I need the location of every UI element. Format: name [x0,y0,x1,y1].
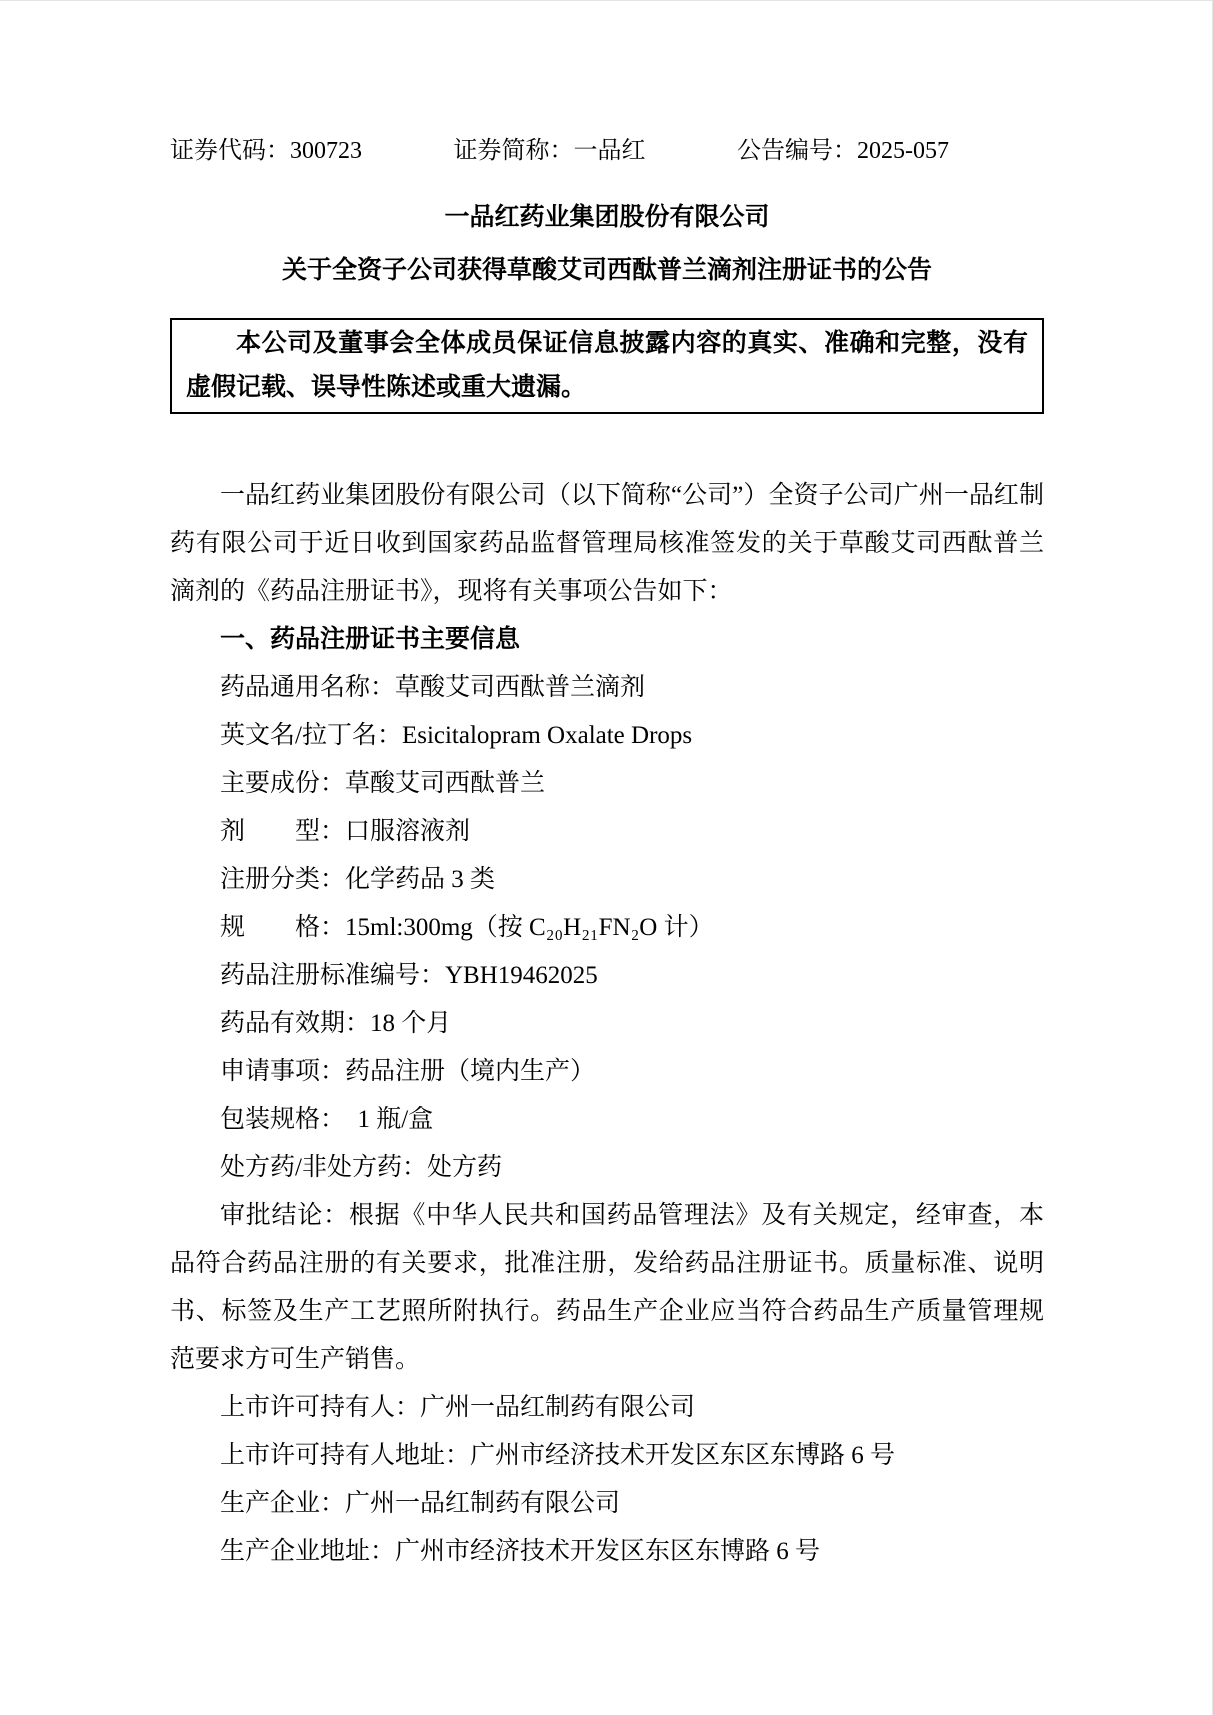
field-registration-standard-number: 药品注册标准编号：YBH19462025 [220,962,598,989]
field-package-specification: 包装规格： 1 瓶/盒 [220,1106,434,1133]
field-drug-generic-name: 药品通用名称：草酸艾司西酞普兰滴剂 [220,674,646,701]
field-license-holder: 上市许可持有人：广州一品红制药有限公司 [220,1394,696,1421]
stock-code: 证券代码：300723 [170,138,362,164]
disclaimer-text: 本公司及董事会全体成员保证信息披露内容的真实、准确和完整，没有虚假记载、误导性陈述或重大遗漏。 [186,330,1028,401]
field-specification: 规 格：15ml:300mg（按 C₂₀H₂₁FN₂O 计） [220,914,714,941]
section-1-heading: 一、药品注册证书主要信息 [220,626,521,653]
field-dosage-form: 剂 型：口服溶液剂 [220,818,471,845]
intro-paragraph: 一品红药业集团股份有限公司（以下简称“公司”）全资子公司广州一品红制药有限公司于近日收到国家药品监督管理局核准签发的关于草酸艾司西酞普兰滴剂的《药品注册证书》，现将有关事项公告如下： [170,482,1044,605]
stock-short-name: 证券简称：一品红 [453,138,646,164]
announcement-number: 公告编号：2025-057 [737,138,949,164]
field-main-ingredient: 主要成份：草酸艾司西酞普兰 [220,770,546,797]
field-manufacturer: 生产企业：广州一品红制药有限公司 [220,1490,621,1517]
company-title: 一品红药业集团股份有限公司 [444,204,770,231]
field-application-item: 申请事项：药品注册（境内生产） [220,1058,596,1085]
field-registration-category: 注册分类：化学药品 3 类 [220,866,496,893]
document-header [170,137,1044,165]
field-drug-validity-period: 药品有效期：18 个月 [220,1010,452,1037]
field-manufacturer-address: 生产企业地址：广州市经济技术开发区东区东博路 6 号 [220,1538,821,1565]
announcement-title: 关于全资子公司获得草酸艾司西酞普兰滴剂注册证书的公告 [281,257,932,284]
field-approval-conclusion: 审批结论：根据《中华人民共和国药品管理法》及有关规定，经审查，本品符合药品注册的有关要求，批准注册，发给药品注册证书。质量标准、说明书、标签及生产工艺照所附执行。药品生产企业应当符合药品生产质量管理规范要求方可生产销售。 [170,1202,1044,1373]
disclaimer-box [170,318,1044,414]
field-prescription-classification: 处方药/非处方药：处方药 [220,1154,502,1181]
document-body [170,472,1044,1576]
field-license-holder-address: 上市许可持有人地址：广州市经济技术开发区东区东博路 6 号 [220,1442,896,1469]
field-english-name: 英文名/拉丁名：Esicitalopram Oxalate Drops [220,722,693,749]
